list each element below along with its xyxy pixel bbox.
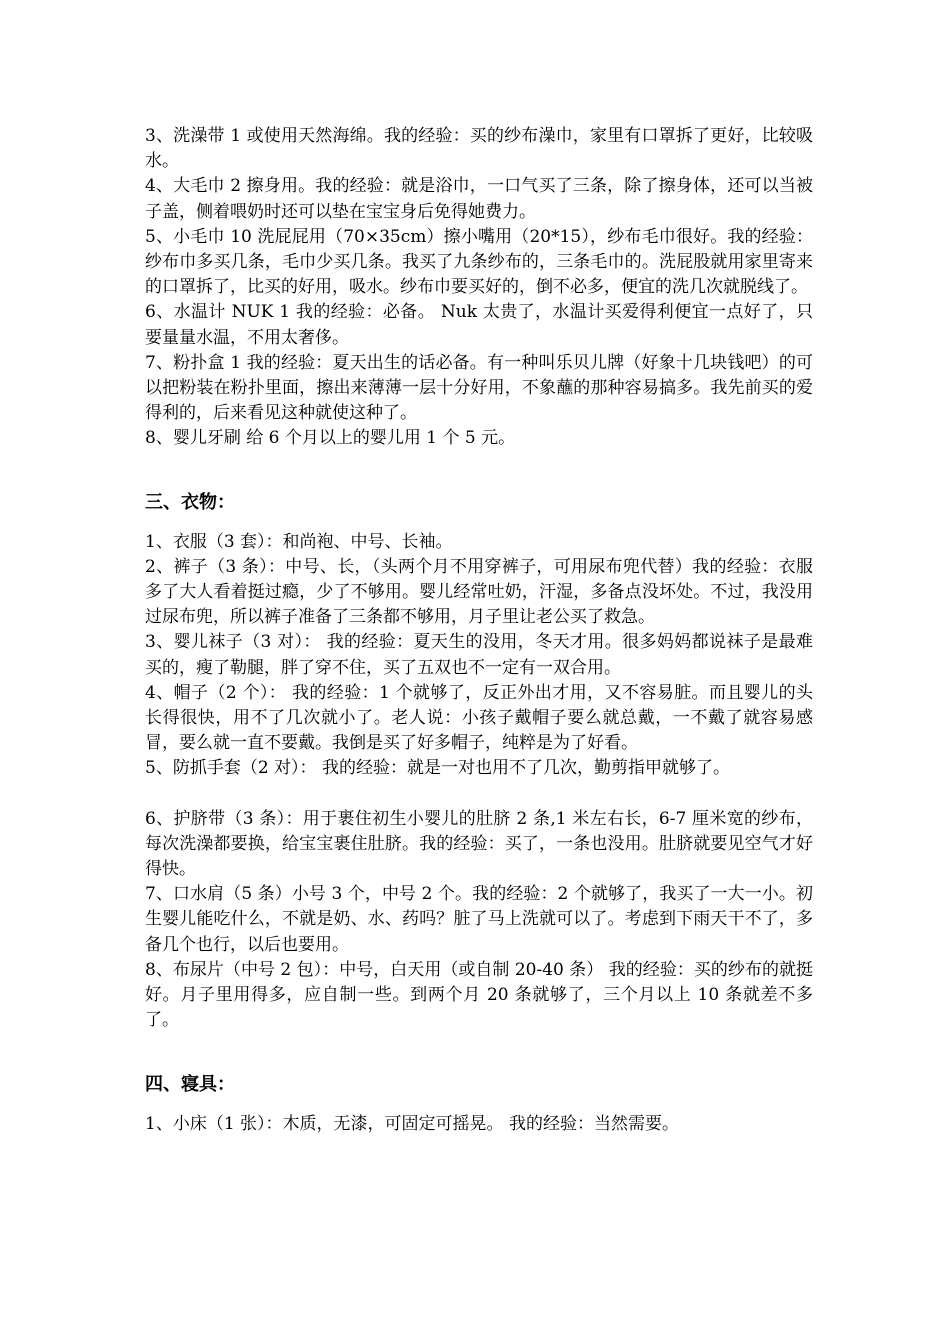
bedding-list — [145, 1112, 813, 1137]
list-item: 3、婴儿袜子（3 对）： 我的经验：夏天生的没用，冬天才用。很多妈妈都说袜子是最难买的，瘦了勒腿，胖了穿不住，买了五双也不一定有一双合用。 — [145, 632, 813, 678]
list-item: 2、裤子（3 条）：中号、长，（头两个月不用穿裤子，可用尿布兜代替）我的经验：衣服多了大人看着挺过瘾，少了不够用。婴儿经常吐奶，汗湿，多备点没坏处。不过，我没用过尿布兜，所以裤子准备了三条都不够用，月子里让老公买了救急。 — [145, 556, 813, 628]
list-item: 1、小床（1 张）：木质，无漆，可固定可摇晃。 我的经验：当然需要。 — [145, 1113, 679, 1134]
bath-items-list — [145, 124, 813, 452]
clothes-list — [145, 530, 813, 1034]
list-item: 4、帽子（2 个）： 我的经验：1 个就够了，反正外出才用，又不容易脏。而且婴儿的头长得很快，用不了几次就小了。老人说：小孩子戴帽子要么就总戴，一不戴了就容易感冒，要么就一直不要戴。我倒是买了好多帽子，纯粹是为了好看。 — [145, 682, 813, 754]
list-item: 8、布尿片（中号 2 包）：中号，白天用（或自制 20-40 条） 我的经验：买的纱布的就挺好。月子里用得多，应自制一些。到两个月 20 条就够了，三个月以上 10 条就差不多了。 — [145, 959, 813, 1031]
document-body — [145, 124, 813, 1137]
list-item: 4、大毛巾 2 擦身用。我的经验：就是浴巾，一口气买了三条，除了擦身体，还可以当被子盖，侧着喂奶时还可以垫在宝宝身后免得她费力。 — [145, 176, 813, 222]
list-item: 5、防抓手套（2 对）： 我的经验：就是一对也用不了几次，勤剪指甲就够了。 — [145, 758, 730, 779]
list-item: 1、衣服（3 套）：和尚袍、中号、长袖。 — [145, 531, 453, 552]
list-item: 6、水温计 NUK 1 我的经验：必备。 Nuk 太贵了，水温计买爱得利便宜一点好了，只要量量水温，不用太奢侈。 — [145, 302, 813, 348]
list-item: 7、粉扑盒 1 我的经验：夏天出生的话必备。有一种叫乐贝儿牌（好象十几块钱吧）的可以把粉装在粉扑里面，擦出来薄薄一层十分好用，不象蘸的那种容易搞多。我先前买的爱得利的，后来看见这种就使这种了。 — [145, 352, 813, 424]
section-heading-clothes: 三、衣物： — [145, 491, 235, 513]
list-item: 8、婴儿牙刷 给 6 个月以上的婴儿用 1 个 5 元。 — [145, 428, 516, 449]
list-item: 6、护脐带（3 条）：用于裹住初生小婴儿的肚脐 2 条,1 米左右长，6-7 厘米宽的纱布，每次洗澡都要换，给宝宝裹住肚脐。我的经验：买了，一条也没用。肚脐就要见空气才好得快。 — [145, 808, 813, 880]
list-item: 3、洗澡带 1 或使用天然海绵。我的经验：买的纱布澡巾，家里有口罩拆了更好，比较吸水。 — [145, 126, 813, 172]
list-item: 5、小毛巾 10 洗屁屁用（70×35cm）擦小嘴用（20*15），纱布毛巾很好。我的经验：纱布巾多买几条，毛巾少买几条。我买了九条纱布的，三条毛巾的。洗屁股就用家里寄来的口罩拆了，比买的好用，吸水。纱布巾要买好的，倒不必多，便宜的洗几次就脱线了。 — [145, 226, 813, 298]
section-heading-bedding: 四、寝具： — [145, 1073, 235, 1095]
list-item: 7、口水肩（5 条）小号 3 个，中号 2 个。我的经验：2 个就够了，我买了一大一小。初生婴儿能吃什么，不就是奶、水、药吗？脏了马上洗就可以了。考虑到下雨天干不了，多备几个也行，以后也要用。 — [145, 884, 813, 955]
